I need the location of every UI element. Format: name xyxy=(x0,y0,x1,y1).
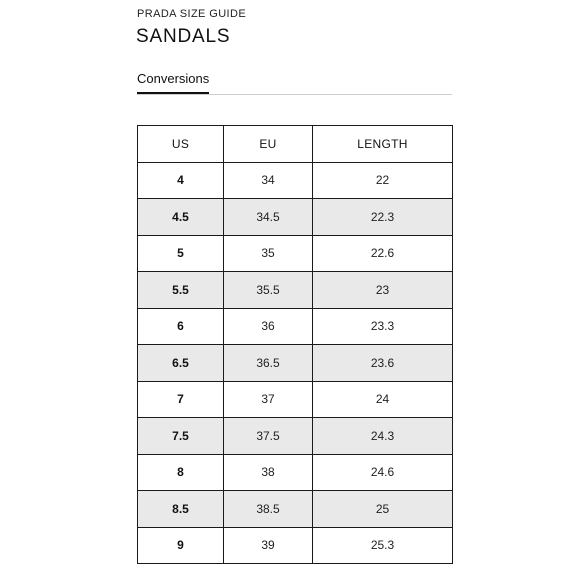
cell-us: 9 xyxy=(138,527,224,564)
cell-length: 22.6 xyxy=(313,235,453,272)
cell-eu: 36 xyxy=(224,308,313,345)
cell-us: 4.5 xyxy=(138,199,224,236)
cell-eu: 36.5 xyxy=(224,345,313,382)
cell-us: 6 xyxy=(138,308,224,345)
cell-eu: 34 xyxy=(224,162,313,199)
table-row xyxy=(138,527,453,564)
table-row xyxy=(138,381,453,418)
table-row xyxy=(138,491,453,528)
page-title: SANDALS xyxy=(136,26,231,47)
cell-length: 24 xyxy=(313,381,453,418)
cell-eu: 37.5 xyxy=(224,418,313,455)
cell-us: 5.5 xyxy=(138,272,224,309)
cell-eu: 39 xyxy=(224,527,313,564)
table-header-row xyxy=(138,126,453,163)
cell-us: 8 xyxy=(138,454,224,491)
cell-length: 24.6 xyxy=(313,454,453,491)
tab-bar xyxy=(137,71,452,95)
cell-length: 22 xyxy=(313,162,453,199)
tab-conversions[interactable]: Conversions xyxy=(137,71,209,94)
column-header-us: US xyxy=(138,126,224,163)
cell-eu: 35.5 xyxy=(224,272,313,309)
cell-length: 23.3 xyxy=(313,308,453,345)
cell-us: 5 xyxy=(138,235,224,272)
cell-length: 22.3 xyxy=(313,199,453,236)
cell-length: 24.3 xyxy=(313,418,453,455)
cell-us: 8.5 xyxy=(138,491,224,528)
table-row xyxy=(138,454,453,491)
cell-eu: 34.5 xyxy=(224,199,313,236)
cell-us: 7.5 xyxy=(138,418,224,455)
table-row xyxy=(138,308,453,345)
column-header-length: LENGTH xyxy=(313,126,453,163)
table-row xyxy=(138,345,453,382)
table-row xyxy=(138,272,453,309)
cell-length: 25 xyxy=(313,491,453,528)
column-header-eu: EU xyxy=(224,126,313,163)
cell-us: 4 xyxy=(138,162,224,199)
cell-eu: 38 xyxy=(224,454,313,491)
cell-eu: 38.5 xyxy=(224,491,313,528)
size-guide-eyebrow: PRADA SIZE GUIDE xyxy=(137,8,247,20)
cell-us: 7 xyxy=(138,381,224,418)
cell-length: 25.3 xyxy=(313,527,453,564)
cell-length: 23 xyxy=(313,272,453,309)
table-row xyxy=(138,418,453,455)
cell-eu: 35 xyxy=(224,235,313,272)
table-row xyxy=(138,235,453,272)
cell-eu: 37 xyxy=(224,381,313,418)
cell-us: 6.5 xyxy=(138,345,224,382)
size-conversion-table xyxy=(137,125,453,564)
cell-length: 23.6 xyxy=(313,345,453,382)
table-row xyxy=(138,199,453,236)
table-row xyxy=(138,162,453,199)
